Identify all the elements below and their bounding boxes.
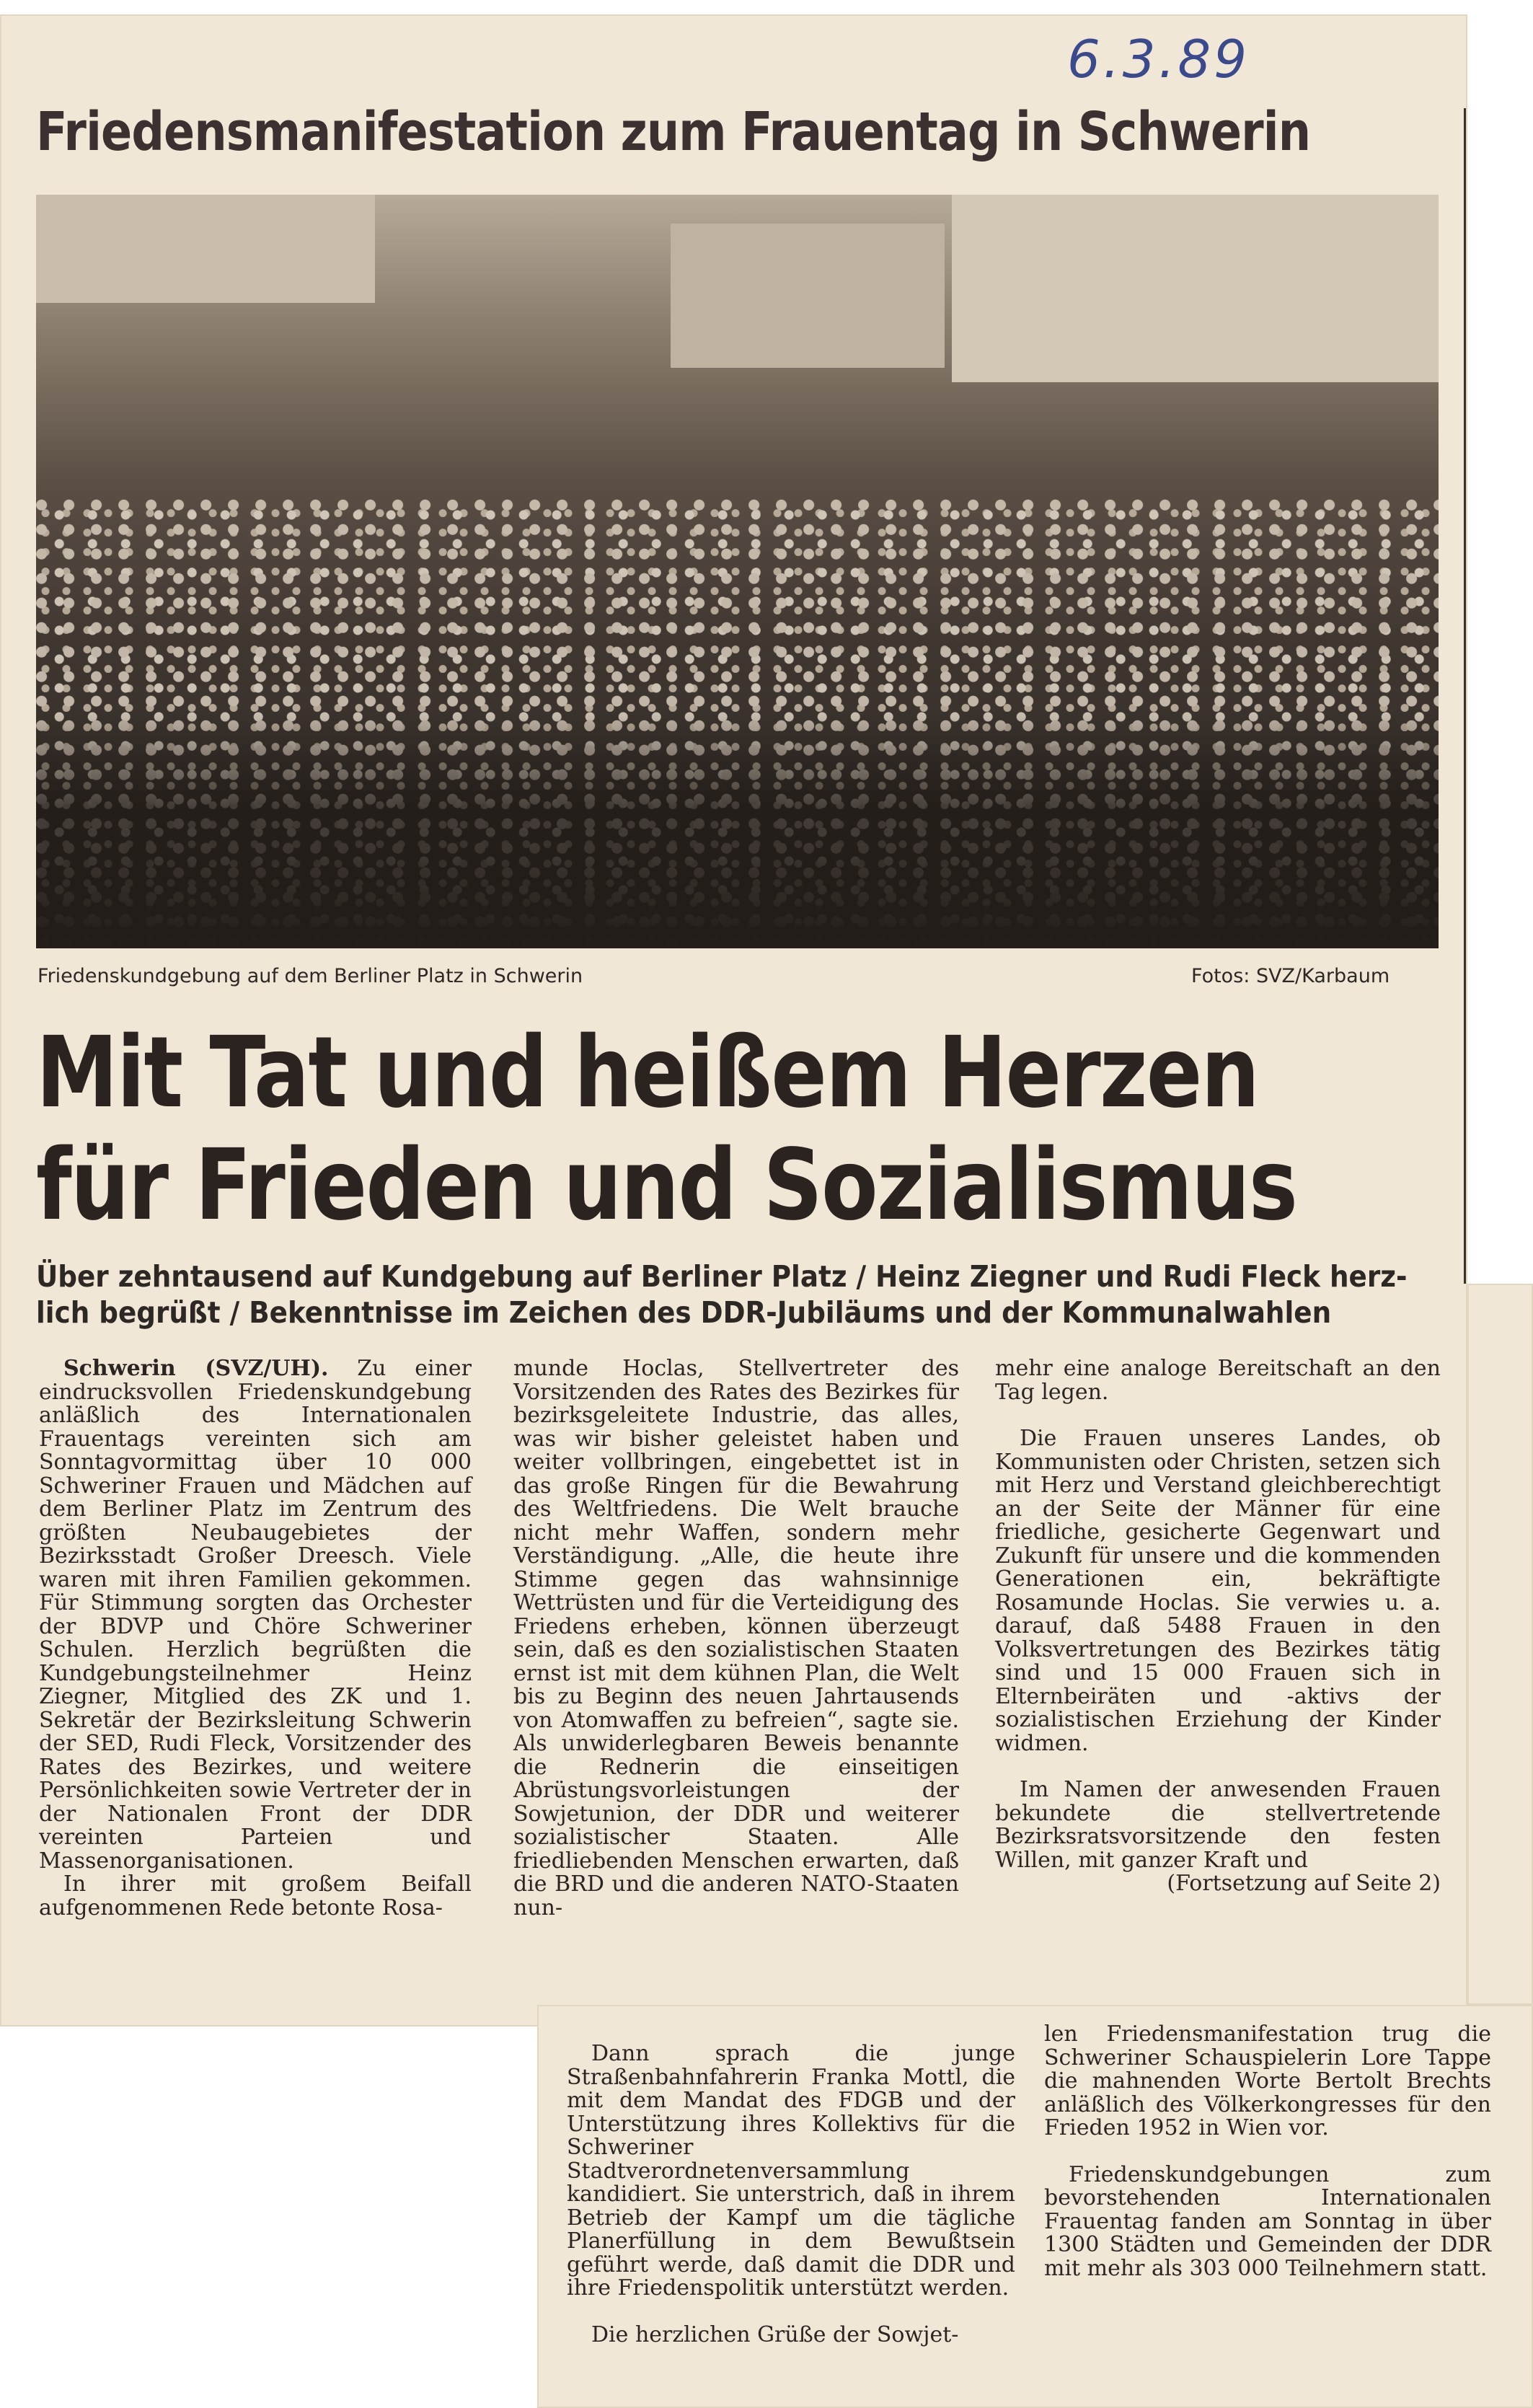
handwritten-date: 6.3.89	[1067, 29, 1250, 89]
column-rule	[1464, 108, 1466, 1284]
subheadline	[36, 1258, 1407, 1331]
headline-line-1: Mit Tat und heißem Herzen	[36, 1016, 1259, 1130]
main-headline	[36, 1017, 1296, 1242]
kicker-headline: Friedensmanifestation zum Frauentag in Schwerin	[36, 101, 1311, 163]
headline-line-2: für Frieden und Sozialismus	[36, 1129, 1297, 1243]
photo-foreground-spectators	[36, 710, 1439, 948]
photo-building-left	[36, 195, 375, 303]
article-column-1	[39, 1357, 472, 1920]
paragraph: len Friedensmanifestation trug die Schweriner Schauspielerin Lore Tappe die mahnenden Worte Bertolt Brechts anläßlich des Völkerkongresses für den Frieden 1952 in Wien vor.	[1044, 2021, 1491, 2140]
paragraph	[39, 1357, 472, 1873]
photo-credit: Fotos: SVZ/Karbaum	[1191, 965, 1390, 987]
paragraph: Die herzlichen Grüße der Sowjet-	[591, 2321, 959, 2347]
newspaper-clipping-edge	[1467, 1284, 1533, 2005]
article-column-3	[995, 1357, 1441, 1896]
crowd-photo	[36, 195, 1439, 948]
paragraph: Dann sprach die junge Straßenbahnfahrerin Franka Mottl, die mit dem Mandat des FDGB und der Unterstützung ihres Kollektivs für die Schweriner Stadtverordnetenversammlung kandidiert. Sie unterstrich, daß in ihrem Betrieb der Kampf um die tägliche Planerfüllung in dem Bewußtsein geführt werde, daß damit die DDR und ihre Friedenspolitik unterstützt werden.	[567, 2041, 1015, 2301]
photo-building-center	[671, 224, 945, 368]
article-column-4	[567, 2042, 1015, 2347]
paragraph-text: Zu einer eindrucksvollen Friedenskundgebung anläßlich des Internationalen Frauentags vereinten sich am Sonntagvormittag über 10 000 Schweriner Frauen und Mädchen auf dem Berliner Platz im Zentrum des größten Neubaugebietes der Bezirksstadt Großer Dreesch. Viele waren mit ihren Familien gekommen. Für Stimmung sorgten das Orchester der BDVP und Chöre Schweriner Schulen. Herzlich begrüßten die Kundgebungsteilnehmer Heinz Ziegner, Mitglied des ZK und 1. Sekretär der Bezirksleitung Schwerin der SED, Rudi Fleck, Vorsitzender des Rates des Bezirkes, und weitere Persönlichkeiten sowie Vertreter der in der Nationalen Front der DDR vereinten Parteien und Massenorganisationen.	[39, 1356, 472, 1874]
paragraph: munde Hoclas, Stellvertreter des Vorsitzenden des Rates des Bezirkes für bezirksgeleitete Industrie, das alles, was wir bisher geleistet haben und weiter vollbringen, eingebettet ist in das große Ringen für die Bewahrung des Weltfriedens. Die Welt brauche nicht mehr Waffen, sondern mehr Verständigung. „Alle, die heute ihre Stimme gegen das wahnsinnige Wettrüsten und für die Verteidigung des Friedens erheben, können überzeugt sein, daß es den sozialistischen Staaten ernst ist mit dem kühnen Plan, die Welt bis zu Beginn des neuen Jahrtausends von Atomwaffen zu befreien“, sagte sie. Als unwiderlegbaren Beweis benannte die Rednerin die einseitigen Abrüstungsvorleistungen der Sowjetunion, der DDR und weiterer sozialistischer Staaten. Alle friedliebenden Menschen erwarten, daß die BRD und die anderen NATO-Staaten nun-	[513, 1356, 959, 1920]
photo-caption: Friedenskundgebung auf dem Berliner Platz in Schwerin	[37, 965, 583, 987]
paragraph: Friedenskundgebungen zum bevorstehenden Internationalen Frauentag fanden am Sonntag in über 1300 Städten und Gemeinden der DDR mit mehr als 303 000 Teilnehmern statt.	[1044, 2161, 1491, 2281]
paragraph: Im Namen der anwesenden Frauen bekundete die stellvertretende Bezirksratsvorsitzende den festen Willen, mit ganzer Kraft und	[995, 1777, 1441, 1873]
dateline: Schwerin (SVZ/UH).	[63, 1356, 329, 1381]
article-column-5	[1044, 2023, 1491, 2280]
paragraph: Die Frauen unseres Landes, ob Kommunisten oder Christen, setzen sich mit Herz und Verstand gleichberechtigt an der Seite der Männer für eine friedliche, gesicherte Gegenwart und Zukunft für unsere und die kommenden Generationen ein, bekräftigte Rosamunde Hoclas. Sie verwies u. a. darauf, daß 5488 Frauen in den Volksvertretungen des Bezirkes tätig sind und 15 000 Frauen sich in Elternbeiräten und -aktivs der sozialistischen Erziehung der Kinder widmen.	[995, 1426, 1441, 1756]
continued-note: (Fortsetzung auf Seite 2)	[1167, 1871, 1441, 1896]
subhead-line-1: Über zehntausend auf Kundgebung auf Berliner Platz / Heinz Ziegner und Rudi Fleck herz-	[36, 1259, 1408, 1294]
photo-building-right	[952, 195, 1439, 382]
paragraph: mehr eine analoge Bereitschaft an den Tag legen.	[995, 1356, 1441, 1405]
paragraph: In ihrer mit großem Beifall aufgenommenen Rede betonte Rosa-	[39, 1871, 472, 1920]
subhead-line-2: lich begrüßt / Bekenntnisse im Zeichen des DDR-Jubiläums und der Kommunalwahlen	[36, 1295, 1332, 1330]
article-column-2	[513, 1357, 959, 1920]
